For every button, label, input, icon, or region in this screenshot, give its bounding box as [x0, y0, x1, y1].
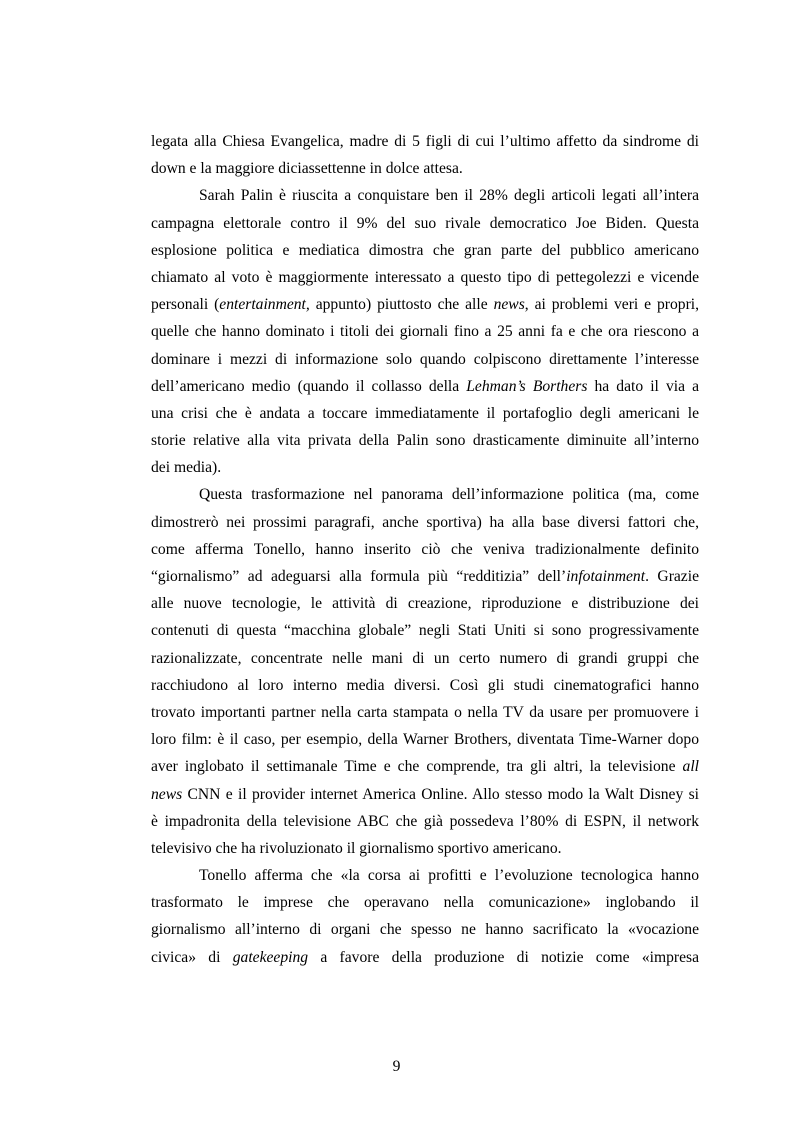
text-segment: campagna elettorale contro il 9% del suo rivale democratico Joe Biden. Questa: [151, 214, 699, 232]
text-segment: CNN e il provider internet America Online. Allo stesso modo la Walt Disney si: [182, 785, 699, 803]
text-line: [151, 645, 699, 672]
text-segment: Questa trasformazione nel panorama dell’informazione politica (ma, come: [199, 486, 699, 504]
text-line: [151, 944, 699, 971]
text-line: [151, 481, 699, 508]
text-segment: “giornalismo” ad adeguarsi alla formula più “redditizia” dell’: [151, 568, 567, 585]
text-segment: trovato importanti partner nella carta stampata o nella TV da usare per promuovere i: [151, 703, 699, 721]
text-line: [151, 373, 699, 400]
paragraph: [151, 862, 699, 971]
text-line: [151, 128, 699, 155]
text-line: [151, 699, 699, 726]
italic-text: all: [682, 758, 699, 776]
text-segment: loro film: è il caso, per esempio, della Warner Brothers, diventata Time-Warner dopo: [151, 731, 699, 749]
text-segment: legata alla Chiesa Evangelica, madre di 5 figli di cui l’ultimo affetto da sindrome di: [151, 133, 699, 150]
text-segment: alle nuove tecnologie, le attività di creazione, riproduzione e distribuzione dei: [151, 595, 699, 613]
text-segment: Sarah Palin è riuscita a conquistare ben il 28% degli articoli legati all’intera: [199, 187, 699, 205]
text-segment: quelle che hanno dominato i titoli dei giornali fino a 25 anni fa e che ora riescono a: [151, 323, 699, 341]
text-segment: appunto) piuttosto che alle: [309, 296, 494, 314]
text-line: [151, 346, 699, 373]
text-segment: chiamato al voto è maggiormente interessato a questo tipo di pettegolezzi e vicende: [151, 268, 699, 286]
text-segment: racchiudono al loro interno media diversi. Così gli studi cinematografici hanno: [151, 676, 699, 694]
text-line: [151, 264, 699, 291]
text-segment: ha dato il via a: [587, 377, 699, 395]
text-segment: Tonello afferma che «la corsa ai profitti e l’evoluzione tecnologica hanno: [199, 867, 699, 885]
text-segment: a favore della produzione di notizie come «impresa: [308, 948, 699, 966]
text-segment: contenuti di questa “macchina globale” negli Stati Uniti si sono progressivamente: [151, 622, 699, 640]
text-segment: down e la maggiore diciassettenne in dolce attesa.: [151, 160, 463, 178]
text-line: [151, 563, 699, 590]
text-segment: dominare i mezzi di informazione solo quando colpiscono direttamente l’interesse: [151, 350, 699, 368]
text-segment: . Grazie: [645, 568, 699, 585]
text-line: [151, 590, 699, 617]
italic-text: infotainment: [566, 568, 646, 585]
text-segment: esplosione politica e mediatica dimostra che gran parte del pubblico americano: [151, 241, 699, 259]
italic-text: Lehman’s Borthers: [466, 377, 588, 395]
document-body: [151, 128, 699, 971]
text-line: [151, 509, 699, 536]
text-line: [151, 672, 699, 699]
italic-text: news: [151, 785, 183, 803]
paragraph: [151, 128, 699, 182]
text-segment: è impadronita della televisione ABC che già possedeva l’80% di ESPN, il network: [151, 812, 699, 830]
text-line: [151, 318, 699, 345]
text-line: [151, 155, 699, 182]
text-line: [151, 210, 699, 237]
page-number: 9: [392, 1058, 401, 1075]
paragraph: [151, 481, 699, 862]
text-line: [151, 617, 699, 644]
text-segment: , ai problemi veri e propri,: [524, 296, 699, 314]
text-segment: civica» di: [151, 948, 233, 966]
paragraph: [151, 182, 699, 481]
text-line: [151, 781, 699, 808]
text-line: [151, 726, 699, 753]
text-segment: dimostrerò nei prossimi paragrafi, anche sportiva) ha alla base diversi fattori che,: [151, 513, 699, 531]
text-line: [151, 753, 699, 780]
text-segment: televisivo che ha rivoluzionato il giornalismo sportivo americano.: [151, 839, 562, 857]
text-segment: aver inglobato il settimanale Time e che comprende, tra gli altri, la televisione: [151, 758, 683, 776]
text-line: [151, 427, 699, 454]
text-line: [151, 835, 699, 862]
italic-text: entertainment,: [219, 296, 310, 314]
text-segment: razionalizzate, concentrate nelle mani di un certo numero di grandi gruppi che: [151, 649, 699, 667]
text-line: [151, 862, 699, 889]
text-line: [151, 291, 699, 318]
text-line: [151, 808, 699, 835]
italic-text: news: [493, 296, 525, 314]
text-segment: giornalismo all’interno di organi che spesso ne hanno sacrificato la «vocazione: [151, 921, 699, 939]
text-line: [151, 182, 699, 209]
text-segment: come afferma Tonello, hanno inserito ciò che veniva tradizionalmente definito: [151, 540, 699, 558]
text-line: [151, 889, 699, 916]
text-segment: dell’americano medio (quando il collasso della: [151, 377, 467, 395]
text-segment: trasformato le imprese che operavano nella comunicazione» inglobando il: [151, 894, 699, 912]
text-line: [151, 536, 699, 563]
text-line: [151, 400, 699, 427]
text-segment: storie relative alla vita privata della Palin sono drasticamente diminuite all’interno: [151, 432, 699, 450]
text-line: [151, 237, 699, 264]
italic-text: gatekeeping: [232, 948, 309, 966]
text-segment: personali (: [151, 296, 220, 314]
text-line: [151, 454, 699, 481]
text-segment: una crisi che è andata a toccare immediatamente il portafoglio degli americani le: [151, 404, 699, 422]
text-segment: dei media).: [151, 459, 222, 477]
text-line: [151, 916, 699, 943]
